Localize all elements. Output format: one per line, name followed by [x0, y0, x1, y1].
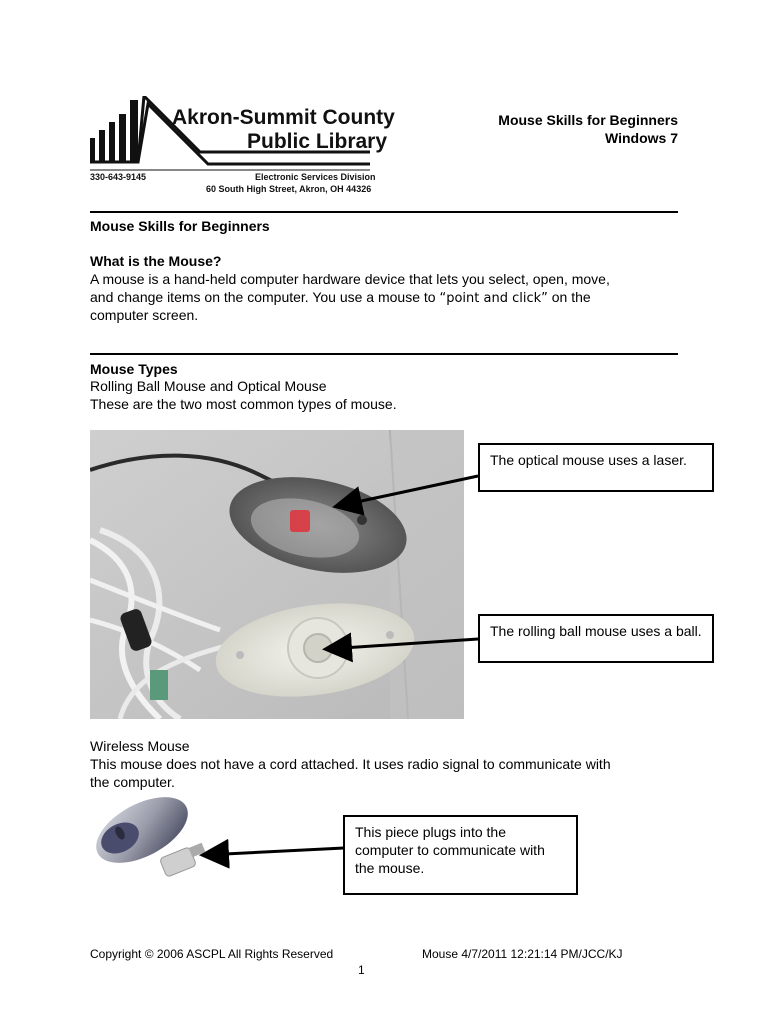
doc-title: Mouse Skills for Beginners	[498, 112, 678, 128]
what-is-mouse-heading: What is the Mouse?	[90, 253, 222, 269]
page-number: 1	[358, 963, 365, 977]
mouse-types-photo-graphic	[90, 430, 464, 719]
divider-middle	[90, 353, 678, 355]
org-division: Electronic Services Division	[255, 172, 376, 182]
intro-body-line2-b: on the	[547, 289, 591, 305]
wireless-line1: This mouse does not have a cord attached. It uses radio signal to communicate with	[90, 756, 611, 772]
org-phone: 330-643-9145	[90, 172, 147, 182]
wireless-line2: the computer.	[90, 774, 175, 790]
footer-meta: Mouse 4/7/2011 12:21:14 PM/JCC/KJ	[422, 947, 623, 961]
intro-body-line2-a: and change items on the computer. You use a mouse to	[90, 289, 440, 305]
org-name-line1: Akron-Summit County	[172, 106, 395, 129]
wireless-heading: Wireless Mouse	[90, 738, 190, 754]
callout-optical: The optical mouse uses a laser.	[478, 443, 714, 492]
org-address: 60 South High Street, Akron, OH 44326	[206, 184, 372, 194]
library-logo	[90, 96, 395, 196]
footer-copyright: Copyright © 2006 ASCPL All Rights Reserved	[90, 947, 334, 961]
intro-body-line2	[90, 288, 591, 308]
section-title: Mouse Skills for Beginners	[90, 218, 270, 234]
callout-receiver: This piece plugs into the computer to communicate with the mouse.	[343, 815, 578, 895]
wireless-mouse-graphic	[90, 790, 215, 885]
callout-ball: The rolling ball mouse uses a ball.	[478, 614, 714, 663]
intro-body-line3: computer screen.	[90, 307, 199, 323]
point-and-click-quote: “point and click”	[439, 291, 548, 306]
doc-subtitle: Windows 7	[605, 130, 678, 146]
divider-top	[90, 211, 678, 213]
mouse-types-line1: Rolling Ball Mouse and Optical Mouse	[90, 378, 327, 394]
mouse-types-heading: Mouse Types	[90, 361, 178, 377]
wireless-mouse-photo	[90, 790, 215, 885]
org-name-line2: Public Library	[247, 130, 388, 153]
arrow-receiver	[205, 848, 344, 855]
mouse-types-photo	[90, 430, 464, 719]
intro-body-line1: A mouse is a hand-held computer hardware device that lets you select, open, move,	[90, 271, 610, 287]
mouse-types-line2: These are the two most common types of mouse.	[90, 396, 397, 412]
